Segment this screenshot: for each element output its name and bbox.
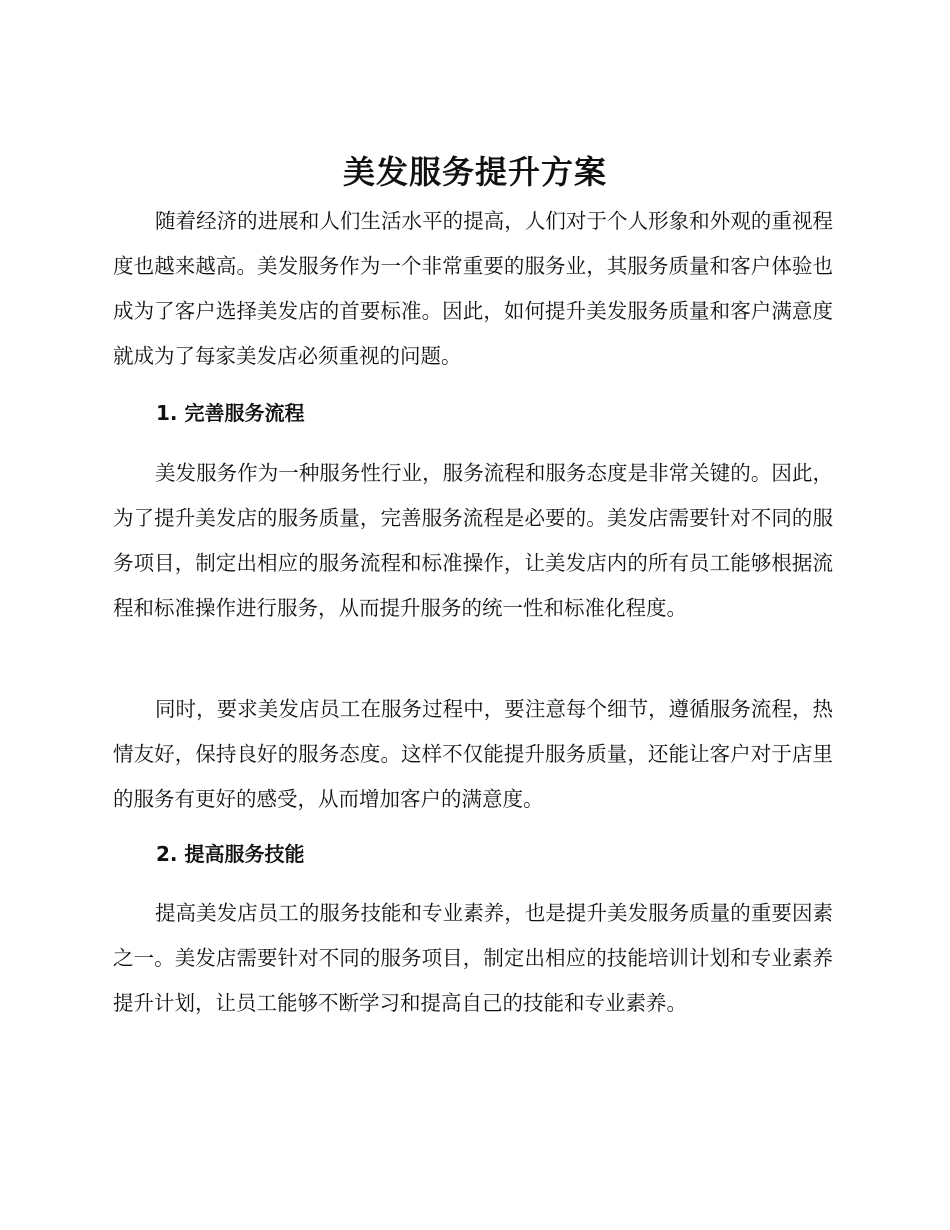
section-2-paragraph-1: 提高美发店员工的服务技能和专业素养，也是提升美发服务质量的重要因素之一。美发店需要针对不同的服务项目，制定出相应的技能培训计划和专业素养提升计划，让员工能够不断学习和提高自己的技能和专业素养。 bbox=[113, 901, 833, 1015]
section-heading-1: 1. 完善服务流程 bbox=[156, 401, 305, 425]
section-1-paragraph-2: 同时，要求美发店员工在服务过程中，要注意每个细节，遵循服务流程，热情友好，保持良好的服务态度。这样不仅能提升服务质量，还能让客户对于店里的服务有更好的感受，从而增加客户的满意度。 bbox=[113, 697, 833, 811]
section-1-paragraph-1: 美发服务作为一种服务性行业，服务流程和服务态度是非常关键的。因此，为了提升美发店的服务质量，完善服务流程是必要的。美发店需要针对不同的服务项目，制定出相应的服务流程和标准操作，让美发店内的所有员工能够根据流程和标准操作进行服务，从而提升服务的统一性和标准化程度。 bbox=[113, 461, 833, 620]
section-heading-2: 2. 提高服务技能 bbox=[156, 842, 305, 866]
document-title: 美发服务提升方案 bbox=[342, 153, 607, 191]
intro-paragraph: 随着经济的进展和人们生活水平的提高，人们对于个人形象和外观的重视程度也越来越高。美发服务作为一个非常重要的服务业，其服务质量和客户体验也成为了客户选择美发店的首要标准。因此，如何提升美发服务质量和客户满意度就成为了每家美发店必须重视的问题。 bbox=[113, 209, 833, 368]
